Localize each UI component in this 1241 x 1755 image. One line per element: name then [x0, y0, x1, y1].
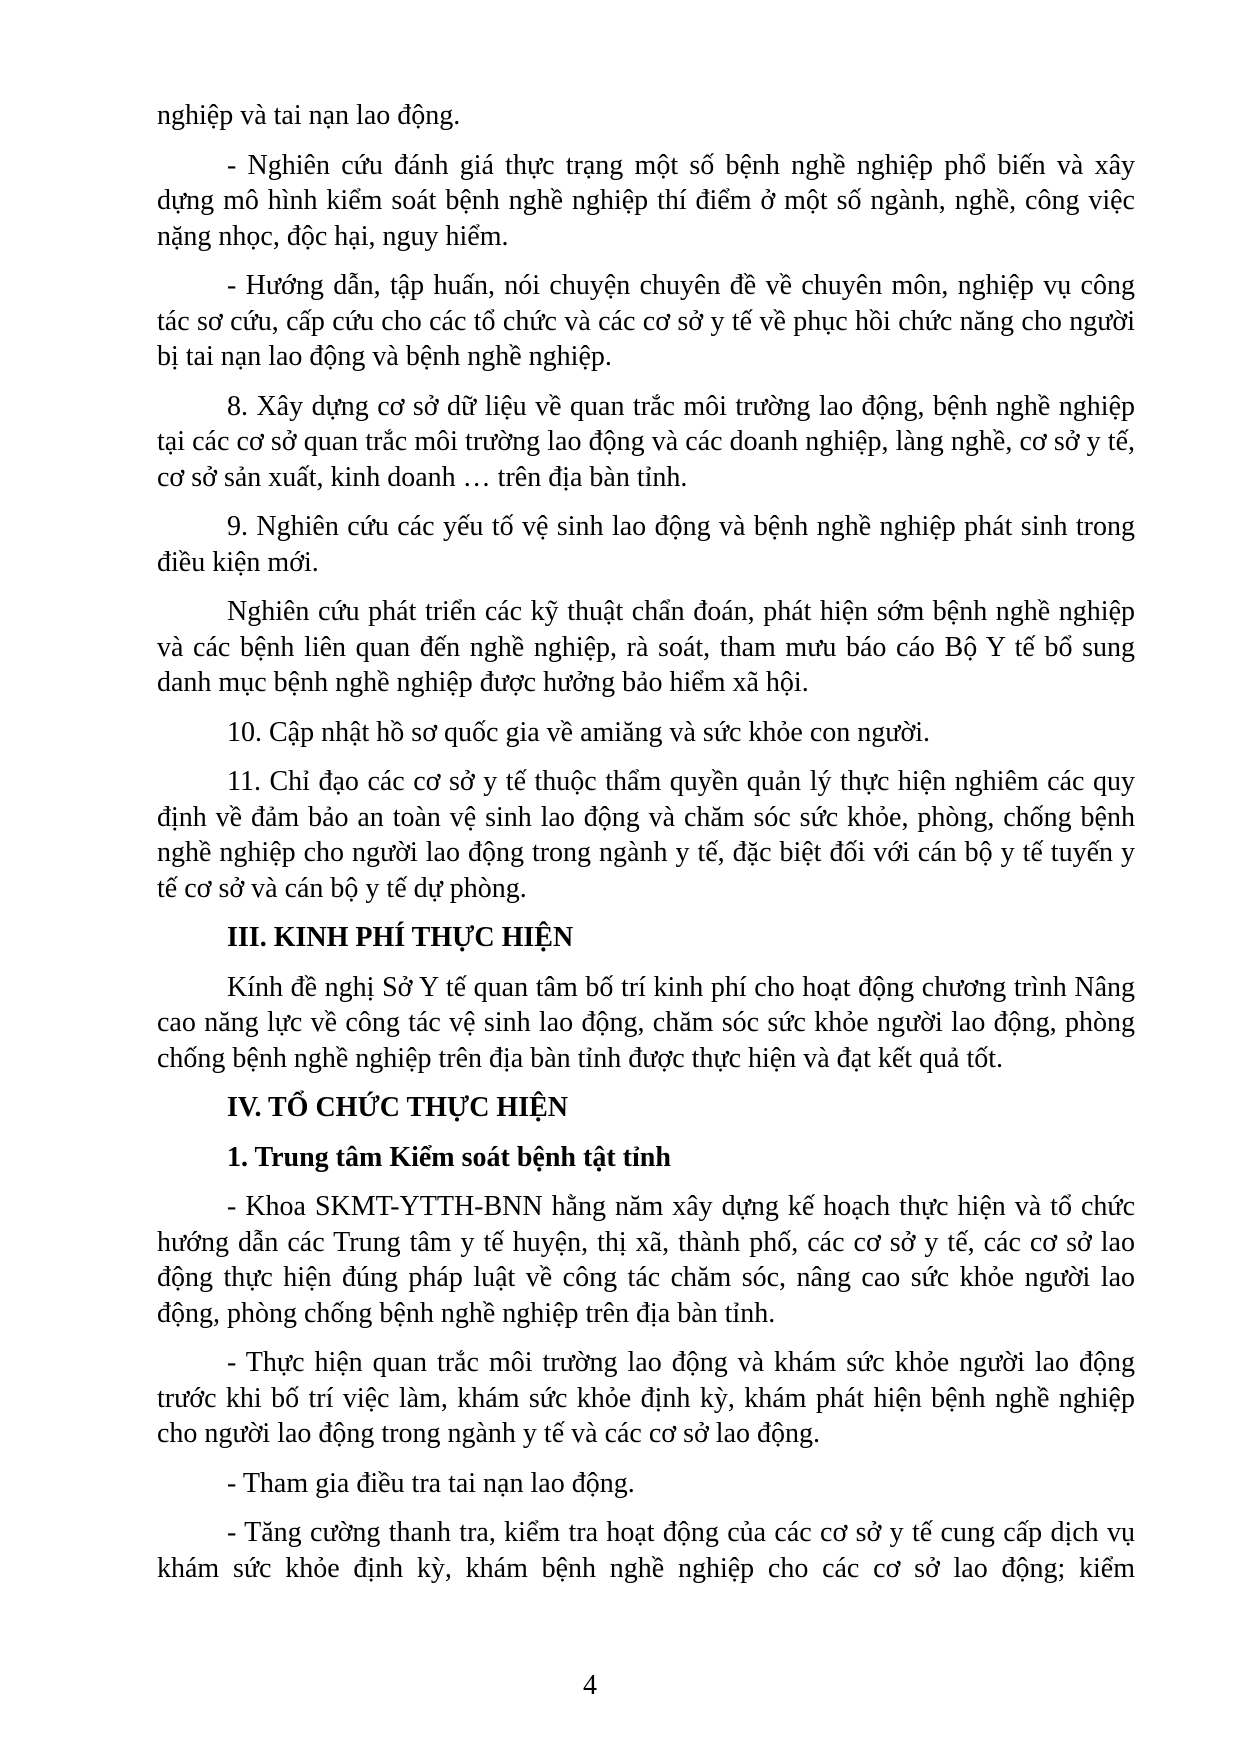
- section-heading: IV. TỔ CHỨC THỰC HIỆN: [227, 1092, 568, 1123]
- sub-heading: 1. Trung tâm Kiểm soát bệnh tật tỉnh: [227, 1141, 671, 1173]
- paragraph: 10. Cập nhật hồ sơ quốc gia về amiăng và sức khỏe con người.: [227, 716, 931, 748]
- paragraph: - Tham gia điều tra tai nạn lao động.: [227, 1467, 635, 1499]
- paragraph: nghiệp và tai nạn lao động.: [157, 100, 461, 131]
- section-heading: III. KINH PHÍ THỰC HIỆN: [227, 922, 574, 953]
- page-number: 4: [583, 1670, 597, 1701]
- document-body: [157, 98, 1135, 1600]
- paragraph: - Khoa SKMT-YTTH-BNN hằng năm xây dựng kế hoạch thực hiện và tổ chức hướng dẫn các Trung tâm y tế huyện, thị xã, thành phố, các cơ sở y tế, các cơ sở lao động thực hiện đúng pháp luật về công tác chăm sóc, nâng cao sức khỏe người lao động, phòng chống bệnh nghề nghiệp trên địa bàn tỉnh.: [157, 1191, 1135, 1329]
- paragraph: - Thực hiện quan trắc môi trường lao động và khám sức khỏe người lao động trước khi bố trí việc làm, khám sức khỏe định kỳ, khám phát hiện bệnh nghề nghiệp cho người lao động trong ngành y tế và các cơ sở lao động.: [157, 1347, 1135, 1449]
- paragraph: - Tăng cường thanh tra, kiểm tra hoạt động của các cơ sở y tế cung cấp dịch vụ khám sức khỏe định kỳ, khám bệnh nghề nghiệp cho các cơ sở lao động; kiểm: [157, 1517, 1135, 1584]
- paragraph: - Hướng dẫn, tập huấn, nói chuyện chuyên đề về chuyên môn, nghiệp vụ công tác sơ cứu, cấp cứu cho các tổ chức và các cơ sở y tế về phục hồi chức năng cho người bị tai nạn lao động và bệnh nghề nghiệp.: [157, 270, 1135, 372]
- paragraph: - Nghiên cứu đánh giá thực trạng một số bệnh nghề nghiệp phổ biến và xây dựng mô hình kiểm soát bệnh nghề nghiệp thí điểm ở một số ngành, nghề, công việc nặng nhọc, độc hại, nguy hiểm.: [157, 149, 1135, 252]
- paragraph: 11. Chỉ đạo các cơ sở y tế thuộc thẩm quyền quản lý thực hiện nghiêm các quy định về đảm bảo an toàn vệ sinh lao động và chăm sóc sức khỏe, phòng, chống bệnh nghề nghiệp cho người lao động trong ngành y tế, đặc biệt đối với cán bộ y tế tuyến y tế cơ sở và cán bộ y tế dự phòng.: [157, 766, 1135, 904]
- paragraph: 9. Nghiên cứu các yếu tố vệ sinh lao động và bệnh nghề nghiệp phát sinh trong điều kiện mới.: [157, 511, 1135, 578]
- paragraph: Nghiên cứu phát triển các kỹ thuật chẩn đoán, phát hiện sớm bệnh nghề nghiệp và các bệnh liên quan đến nghề nghiệp, rà soát, tham mưu báo cáo Bộ Y tế bổ sung danh mục bệnh nghề nghiệp được hưởng bảo hiểm xã hội.: [157, 596, 1135, 698]
- paragraph: 8. Xây dựng cơ sở dữ liệu về quan trắc môi trường lao động, bệnh nghề nghiệp tại các cơ sở quan trắc môi trường lao động và các doanh nghiệp, làng nghề, cơ sở y tế, cơ sở sản xuất, kinh doanh … trên địa bàn tỉnh.: [157, 390, 1135, 493]
- paragraph: Kính đề nghị Sở Y tế quan tâm bố trí kinh phí cho hoạt động chương trình Nâng cao năng lực về công tác vệ sinh lao động, chăm sóc sức khỏe người lao động, phòng chống bệnh nghề nghiệp trên địa bàn tỉnh được thực hiện và đạt kết quả tốt.: [157, 971, 1135, 1074]
